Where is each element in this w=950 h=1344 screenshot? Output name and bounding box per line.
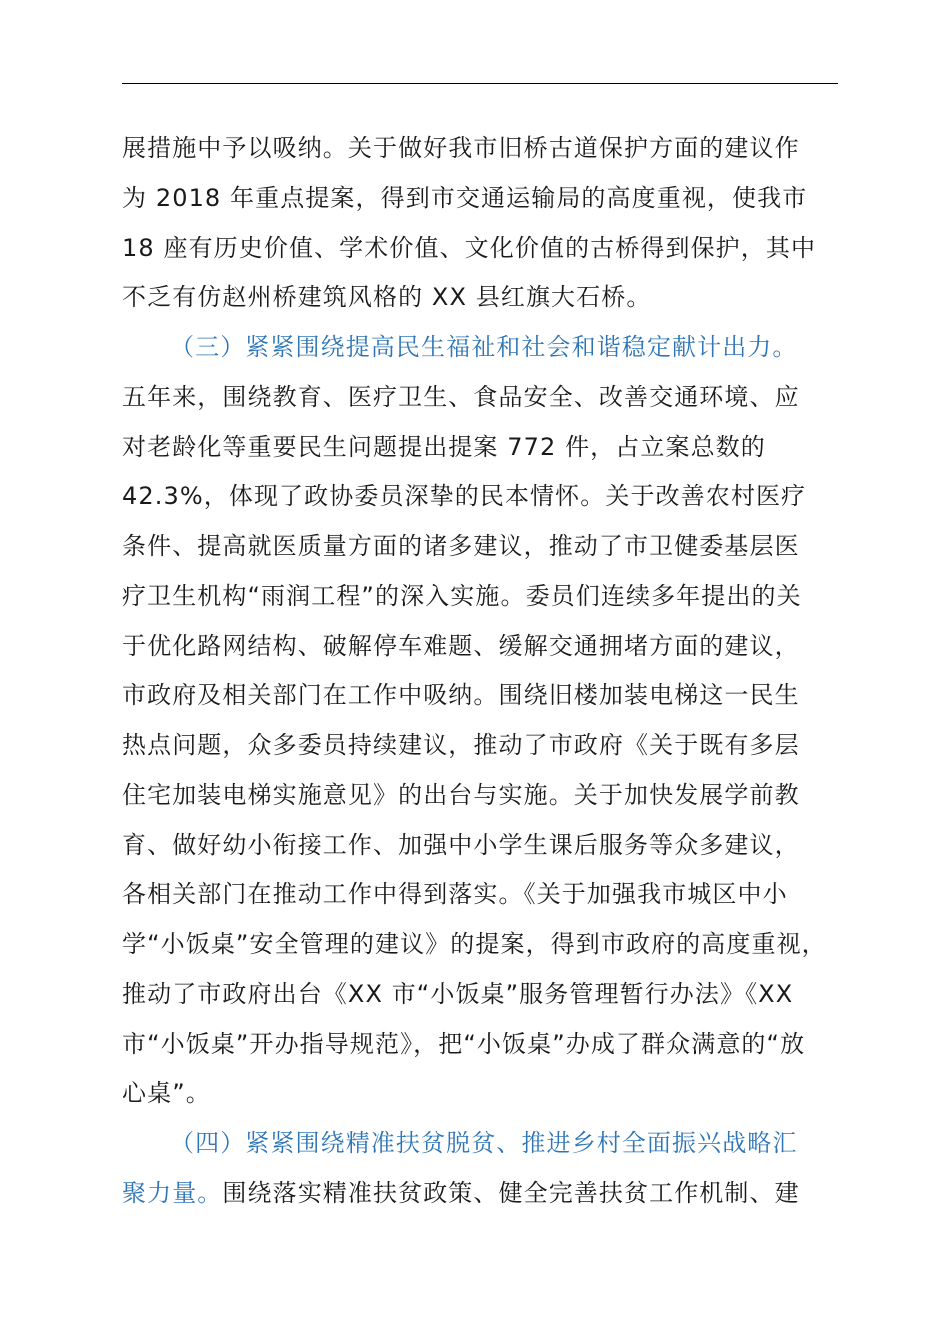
body-line: 对老龄化等重要民生问题提出提案 772 件，占立案总数的 xyxy=(122,432,766,461)
body-line: 育、做好幼小衔接工作、加强中小学生课后服务等众多建议， xyxy=(122,830,800,859)
body-line: 五年来，围绕教育、医疗卫生、食品安全、改善交通环境、应 xyxy=(122,382,800,411)
section-heading-4: （四）紧紧围绕精准扶贫脱贫、推进乡村全面振兴战略汇 xyxy=(170,1129,798,1157)
body-line: 热点问题，众多委员持续建议，推动了市政府《关于既有多层 xyxy=(122,731,800,759)
body-line: 住宅加装电梯实施意见》的出台与实施。关于加快发展学前教 xyxy=(122,780,800,809)
body-line: 不乏有仿赵州桥建筑风格的 XX 县红旗大石桥。 xyxy=(122,283,652,312)
body-line: 于优化路网结构、破解停车难题、缓解交通拥堵方面的建议， xyxy=(122,631,800,660)
section-heading-4-end: 聚力量。 xyxy=(122,1178,223,1207)
body-line: 聚力量。围绕落实精准扶贫政策、健全完善扶贫工作机制、建 xyxy=(122,1178,800,1207)
body-line: 疗卫生机构“雨润工程”的深入实施。委员们连续多年提出的关 xyxy=(122,581,802,610)
body-line: 为 2018 年重点提案，得到市交通运输局的高度重视，使我市 xyxy=(122,183,808,212)
body-line: 市“小饭桌”开办指导规范》，把“小饭桌”办成了群众满意的“放 xyxy=(122,1029,806,1058)
body-line: 展措施中予以吸纳。关于做好我市旧桥古道保护方面的建议作 xyxy=(122,134,800,162)
section-heading-3: （三）紧紧围绕提高民生福祉和社会和谐稳定献计出力。 xyxy=(170,333,798,361)
body-line: 心桌”。 xyxy=(122,1079,211,1108)
body-line: 推动了市政府出台《XX 市“小饭桌”服务管理暂行办法》《XX xyxy=(122,979,794,1008)
body-line: 18 座有历史价值、学术价值、文化价值的古桥得到保护，其中 xyxy=(122,233,817,262)
body-line: 市政府及相关部门在工作中吸纳。围绕旧楼加装电梯这一民生 xyxy=(122,681,800,710)
body-line: 条件、提高就医质量方面的诸多建议，推动了市卫健委基层医 xyxy=(122,532,800,560)
body-line: 学“小饭桌”安全管理的建议》的提案，得到市政府的高度重视， xyxy=(122,930,827,958)
body-line: 42.3%，体现了政协委员深挚的民本情怀。关于改善农村医疗 xyxy=(122,482,807,511)
document-body xyxy=(122,124,838,1219)
body-line: 各相关部门在推动工作中得到落实。《关于加强我市城区中小 xyxy=(122,880,788,909)
header-rule xyxy=(122,83,838,84)
